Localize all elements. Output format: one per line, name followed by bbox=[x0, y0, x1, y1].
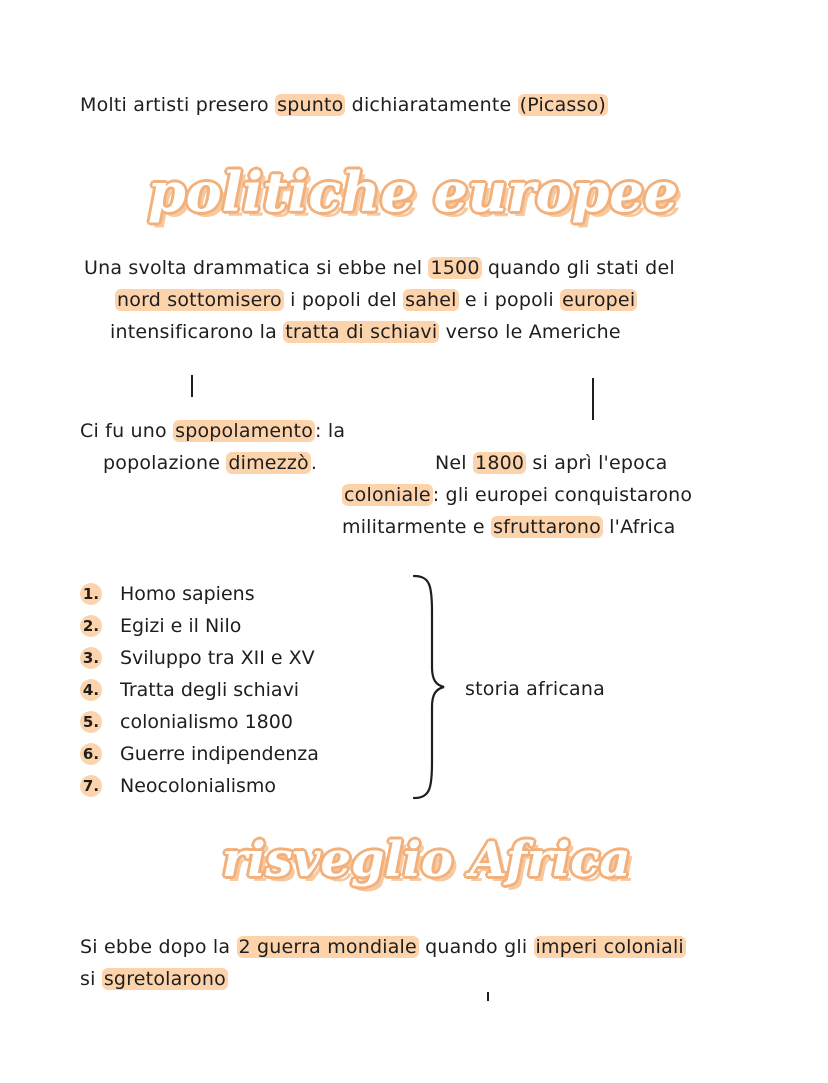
list-number: 1. bbox=[80, 583, 102, 605]
left-branch-line-1 bbox=[80, 418, 345, 444]
text: militarmente e bbox=[342, 516, 492, 538]
list-number: 5. bbox=[80, 711, 102, 733]
text: si aprì l'epoca bbox=[526, 452, 668, 474]
list-item bbox=[80, 642, 319, 674]
right-branch-line-2 bbox=[342, 482, 692, 508]
history-list bbox=[80, 578, 319, 802]
highlight: coloniale bbox=[344, 484, 431, 506]
highlight: nord sottomisero bbox=[117, 289, 282, 311]
list-number: 7. bbox=[80, 775, 102, 797]
highlight: dimezzò bbox=[228, 452, 309, 474]
list-item bbox=[80, 578, 319, 610]
highlight: europei bbox=[562, 289, 636, 311]
list-text: Homo sapiens bbox=[120, 583, 255, 605]
title-risveglio-africa: risveglio Africa bbox=[222, 832, 631, 888]
text: Una svolta drammatica si ebbe nel bbox=[84, 257, 429, 279]
highlight: 2 guerra mondiale bbox=[238, 936, 417, 958]
small-tick-mark bbox=[487, 992, 489, 1001]
list-number: 4. bbox=[80, 679, 102, 701]
list-text: Sviluppo tra XII e XV bbox=[120, 647, 315, 669]
list-item bbox=[80, 674, 319, 706]
curly-brace-icon bbox=[408, 572, 448, 802]
text: . bbox=[310, 452, 318, 474]
highlight: spopolamento bbox=[175, 420, 314, 442]
p1-line-3 bbox=[110, 319, 621, 345]
highlight: sfruttarono bbox=[493, 516, 601, 538]
text: Nel bbox=[435, 452, 474, 474]
list-item bbox=[80, 610, 319, 642]
title-politiche-europee: politiche europee bbox=[148, 160, 679, 224]
text: l'Africa bbox=[602, 516, 676, 538]
right-branch-line-3 bbox=[342, 514, 675, 540]
list-text: Egizi e il Nilo bbox=[120, 615, 242, 637]
intro-highlight: spunto bbox=[277, 94, 344, 116]
left-branch-line-2 bbox=[103, 450, 317, 476]
list-number: 2. bbox=[80, 615, 102, 637]
list-text: colonialismo 1800 bbox=[120, 711, 293, 733]
text: i popoli del bbox=[283, 289, 404, 311]
branch-line-right bbox=[592, 378, 594, 420]
text: quando gli bbox=[418, 936, 534, 958]
list-item bbox=[80, 738, 319, 770]
text: popolazione bbox=[103, 452, 227, 474]
list-number: 3. bbox=[80, 647, 102, 669]
intro-text: dichiaratamente bbox=[345, 94, 518, 116]
p1-line-2 bbox=[115, 287, 637, 313]
highlight: sahel bbox=[405, 289, 457, 311]
text: Ci fu uno bbox=[80, 420, 174, 442]
text: : gli europei conquistarono bbox=[432, 484, 693, 506]
text: Si ebbe dopo la bbox=[80, 936, 237, 958]
list-text: Tratta degli schiavi bbox=[120, 679, 300, 701]
text: intensificarono la bbox=[110, 321, 284, 343]
intro-line bbox=[80, 92, 608, 118]
highlight: 1800 bbox=[475, 452, 525, 474]
text: : la bbox=[315, 420, 346, 442]
list-number: 6. bbox=[80, 743, 102, 765]
list-item bbox=[80, 770, 319, 802]
intro-highlight: (Picasso) bbox=[519, 94, 607, 116]
highlight: imperi coloniali bbox=[535, 936, 684, 958]
text: quando gli stati del bbox=[481, 257, 675, 279]
list-text: Neocolonialismo bbox=[120, 775, 277, 797]
text: e i popoli bbox=[458, 289, 561, 311]
highlight: tratta di schiavi bbox=[285, 321, 438, 343]
right-branch-line-1 bbox=[435, 450, 667, 476]
list-text: Guerre indipendenza bbox=[120, 743, 319, 765]
intro-text: Molti artisti presero bbox=[80, 94, 276, 116]
p1-line-1 bbox=[84, 255, 675, 281]
branch-line-left bbox=[191, 375, 193, 397]
text: verso le Americhe bbox=[439, 321, 621, 343]
p2-line-2 bbox=[80, 966, 228, 992]
list-item bbox=[80, 706, 319, 738]
highlight: sgretolarono bbox=[103, 968, 226, 990]
list-label: storia africana bbox=[465, 678, 605, 700]
highlight: 1500 bbox=[430, 257, 480, 279]
p2-line-1 bbox=[80, 934, 686, 960]
text: si bbox=[80, 968, 102, 990]
